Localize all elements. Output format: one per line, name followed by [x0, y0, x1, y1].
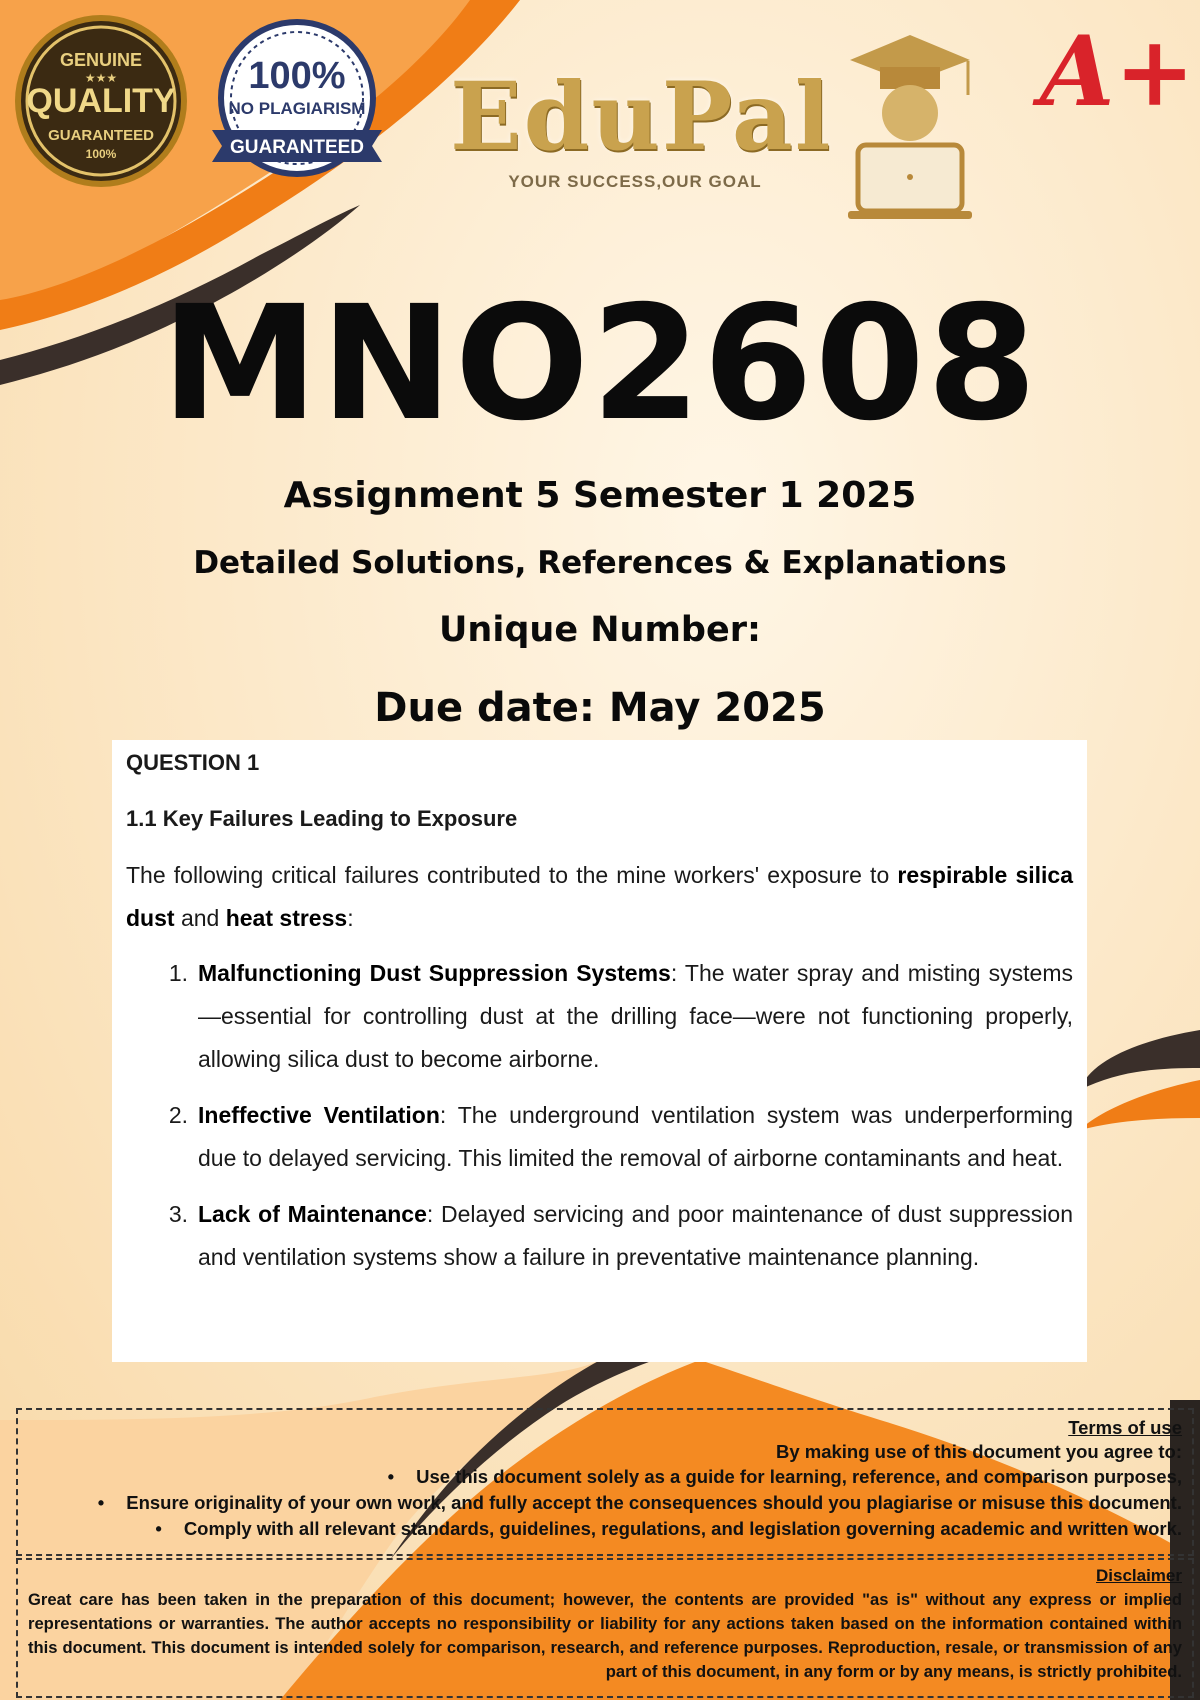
terms-of-use-box	[16, 1408, 1194, 1556]
disclaimer-box	[16, 1558, 1194, 1698]
seal-genuine: GENUINE	[59, 50, 143, 70]
intro-bold-2: heat stress	[225, 905, 348, 931]
graduate-laptop-icon	[840, 25, 980, 225]
list-item-number: 3.	[168, 1201, 188, 1227]
plag-line: NO PLAGIARISM	[228, 99, 366, 118]
list-item-number: 1.	[168, 960, 188, 986]
list-item	[126, 1094, 1073, 1180]
intro-paragraph	[126, 854, 1073, 940]
brand-name: EduPal	[450, 62, 833, 172]
brand-logo	[450, 62, 833, 192]
list-item	[126, 952, 1073, 1081]
grade-a-plus-mark	[1030, 5, 1195, 130]
terms-list	[28, 1464, 1182, 1542]
answer-content-panel	[112, 740, 1087, 1362]
list-item-body: : Delayed servicing and poor maintenance of dust suppression and ventilation systems show a failure in preventative maintenance planning.	[198, 1201, 1073, 1270]
intro-mid: and	[174, 905, 226, 931]
list-item-title: Lack of Maintenance	[198, 1201, 427, 1227]
list-item-text	[198, 952, 1073, 1081]
terms-lead: By making use of this document you agree to:	[775, 1441, 1182, 1462]
plag-ribbon: GUARANTEED	[229, 137, 365, 158]
list-item	[126, 1193, 1073, 1279]
no-plagiarism-seal	[202, 18, 392, 188]
disclaimer-title: Disclaimer	[1096, 1566, 1182, 1585]
intro-pre: The following critical failures contributed to the mine workers' exposure to	[126, 862, 898, 888]
list-item-text	[198, 1193, 1073, 1279]
list-item-body: : The underground ventilation system was underperforming due to delayed servicing. This limited the removal of airborne contaminants and heat.	[198, 1102, 1073, 1171]
due-date: Due date: May 2025	[374, 685, 826, 731]
section-heading: 1.1 Key Failures Leading to Exposure	[126, 806, 518, 831]
failures-list	[126, 952, 1073, 1279]
terms-bullet: • Use this document solely as a guide for learning, reference, and comparison purposes,	[28, 1464, 1182, 1490]
list-item-text	[198, 1094, 1073, 1180]
brand-tagline: YOUR SUCCESS,OUR GOAL	[508, 172, 762, 191]
grade-mark-text: A+	[1040, 15, 1195, 128]
seal-guaranteed: GUARANTEED	[48, 127, 154, 144]
disclaimer-text: Great care has been taken in the preparation of this document; however, the contents are provided "as is" without any express or implied representations or warranties. The author accepts no responsibility or liability for any actions taken based on the information contained within this document. This document is intended solely for comparison, research, and reference purposes. Reproduction, resale, or transmission of any part of this document, in any form or by any means, is strictly prohibited.	[28, 1590, 1182, 1681]
unique-number-label: Unique Number:	[439, 610, 761, 650]
course-code-title: MNO2608	[161, 272, 1039, 456]
seal-100: 100%	[85, 147, 117, 161]
list-item-body: : The water spray and misting systems—essential for controlling dust at the drilling face—were not functioning properly, allowing silica dust to become airborne.	[198, 960, 1074, 1072]
list-item-title: Ineffective Ventilation	[198, 1102, 440, 1128]
terms-title: Terms of use	[1068, 1417, 1182, 1438]
list-item-number: 2.	[168, 1102, 188, 1128]
terms-bullet: • Comply with all relevant standards, guidelines, regulations, and legislation governing academic and written work.	[28, 1516, 1182, 1542]
list-item-title: Malfunctioning Dust Suppression Systems	[198, 960, 671, 986]
seal-stars: ★★★	[84, 71, 118, 85]
intro-post: :	[347, 905, 354, 931]
question-heading: QUESTION 1	[126, 750, 260, 775]
assignment-title: Assignment 5 Semester 1 2025	[283, 475, 917, 516]
seal-quality-word: QUALITY	[26, 82, 176, 120]
intro-bold-1: respirable silica dust	[126, 862, 1073, 931]
quality-seal	[12, 12, 190, 190]
terms-bullet: • Ensure originality of your own work, and fully accept the consequences should you plagiarise or misuse this document.	[28, 1490, 1182, 1516]
solutions-subtitle: Detailed Solutions, References & Explanations	[193, 545, 1007, 581]
plag-100: 100%	[248, 55, 346, 97]
